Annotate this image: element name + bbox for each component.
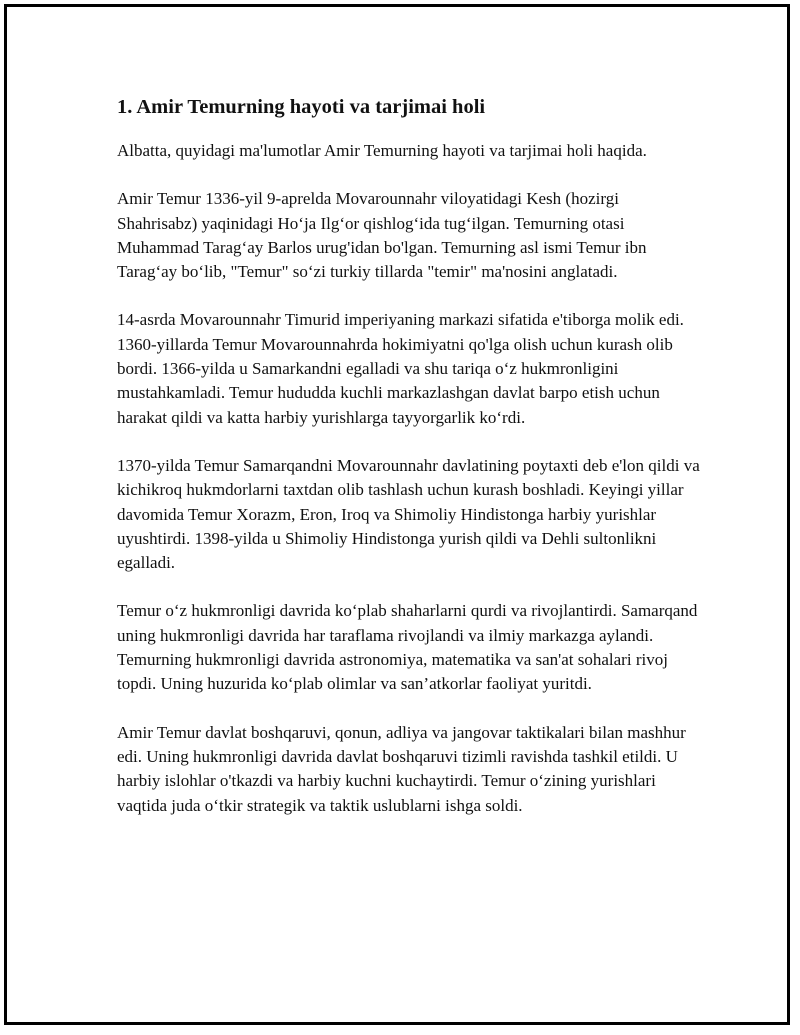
paragraph-birth: Amir Temur 1336-yil 9-aprelda Movarounnahr viloyatidagi Kesh (hozirgi Shahrisabz) yaqinidagi Ho‘ja Ilg‘or qishlog‘ida tug‘ilgan. Temurning otasi Muhammad Tarag‘ay Barlos urug'idan bo'lgan. Temurning asl ismi Temur ibn Tarag‘ay bo‘lib, "Temur" so‘zi turkiy tillarda "temir" ma'nosini anglatadi. <box>117 189 647 282</box>
paragraph-campaigns: 1370-yilda Temur Samarqandni Movarounnahr davlatining poytaxti deb e'lon qildi va kichikroq hukmdorlarni taxtdan olib tashlash uchun kurash boshladi. Keyingi yillar davomida Temur Xorazm, Eron, Iroq va Shimoliy Hindistonga harbiy yurishlar uyushtirdi. 1398-yilda u Shimoliy Hindistonga yurish qildi va Dehli sultonlikni egalladi. <box>117 455 700 573</box>
paragraph-intro: Albatta, quyidagi ma'lumotlar Amir Temurning hayoti va tarjimai holi haqida. <box>117 141 647 160</box>
document-title: 1. Amir Temurning hayoti va tarjimai holi <box>117 96 486 118</box>
paragraph-rise-to-power: 14-asrda Movarounnahr Timurid imperiyaning markazi sifatida e'tiborga molik edi. 1360-yillarda Temur Movarounnahrda hokimiyatni qo'lga olish uchun kurash olib bordi. 1366-yilda u Samarkandni egalladi va shu tariqa o‘z hukmronligini mustahkamladi. Temur hududda kuchli markazlashgan davlat barpo etish uchun harakat qildi va katta harbiy yurishlarga tayyorgarlik ko‘rdi. <box>117 310 684 427</box>
paragraph-culture: Temur o‘z hukmronligi davrida ko‘plab shaharlarni qurdi va rivojlantirdi. Samarqand uning hukmronligi davrida har taraflama rivojlandi va ilmiy markazga aylandi. Temurning hukmronligi davrida astronomiya, matematika va san'at sohalari rivoj topdi. Uning huzurida ko‘plab olimlar va san’atkorlar faoliyat yuritdi. <box>117 601 698 694</box>
document-body <box>117 93 702 842</box>
paragraph-governance: Amir Temur davlat boshqaruvi, qonun, adliya va jangovar taktikalari bilan mashhur edi. Uning hukmronligi davrida davlat boshqaruvi tizimli ravishda tashkil etildi. U harbiy islohlar o'tkazdi va harbiy kuchni kuchaytirdi. Temur o‘zining yurishlari vaqtida juda o‘tkir strategik va taktik uslublarni ishga soldi. <box>117 722 686 815</box>
